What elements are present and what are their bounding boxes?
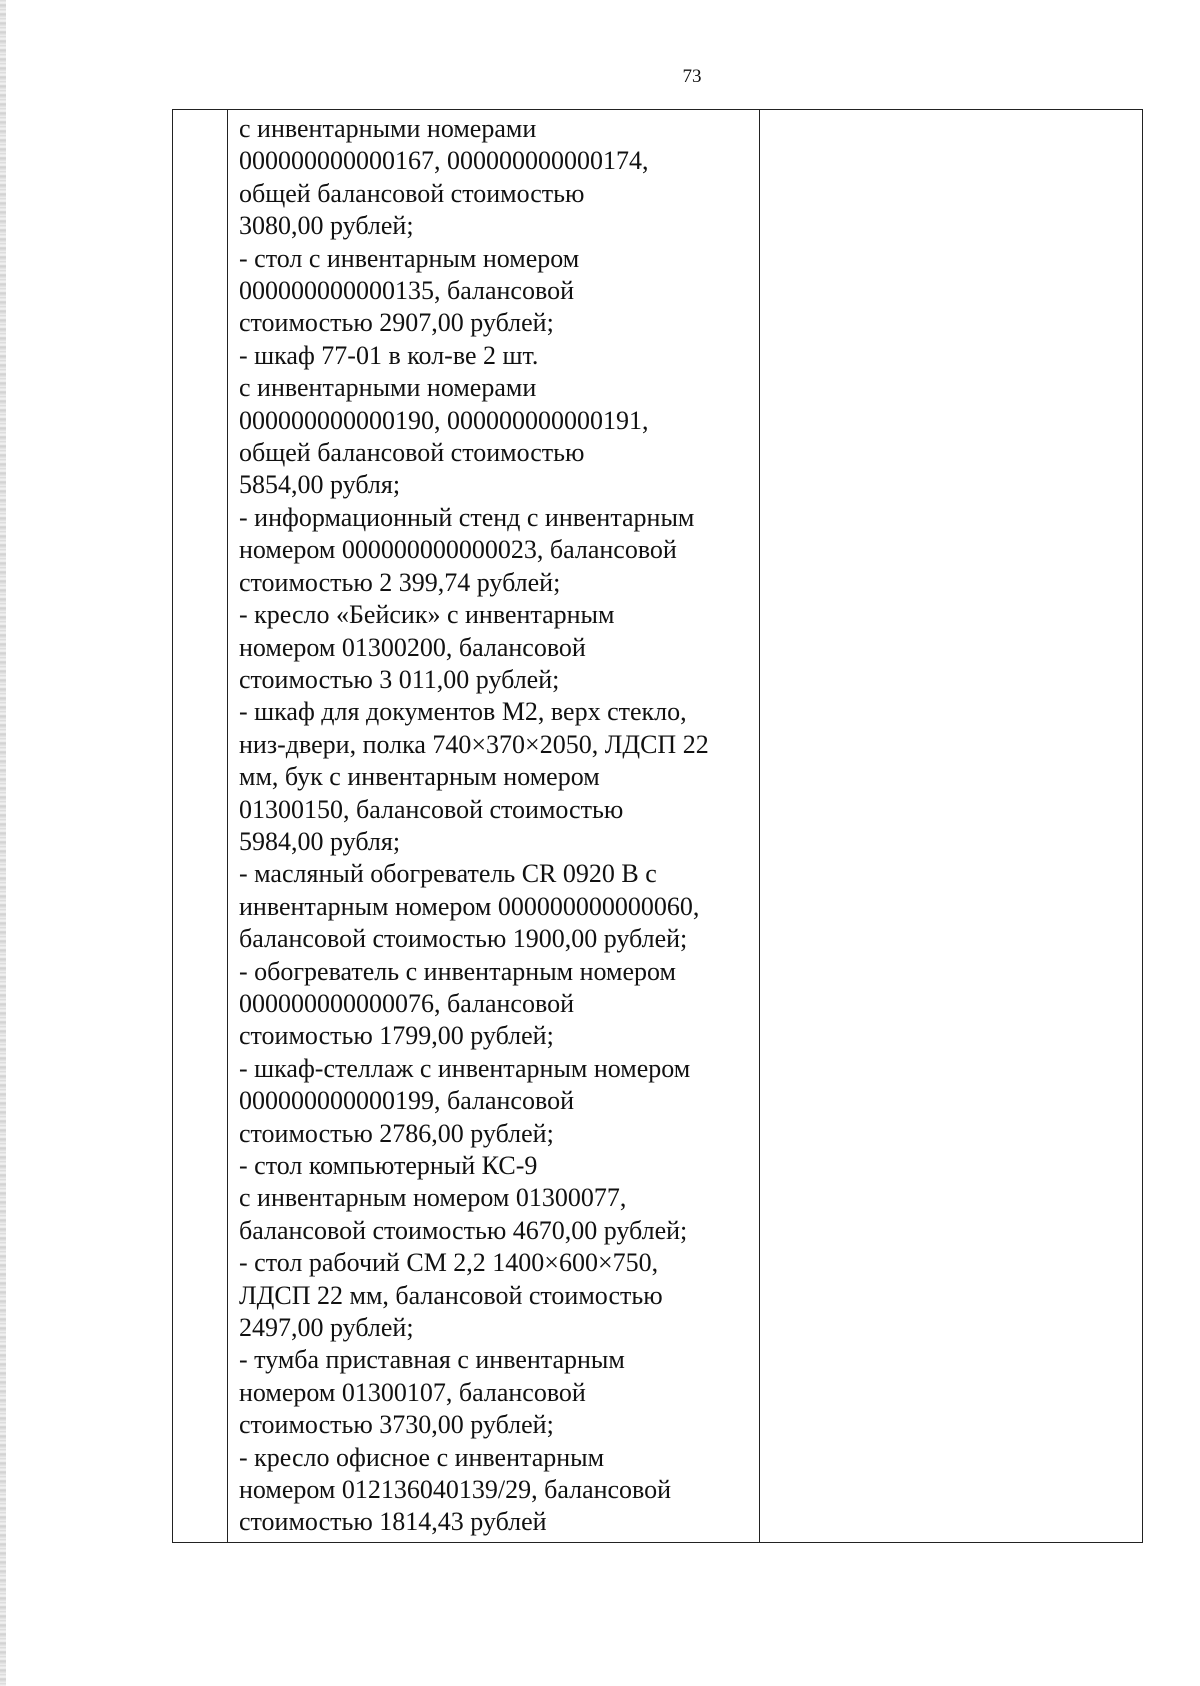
text-line: балансовой стоимостью 4670,00 рублей; <box>239 1215 688 1245</box>
item-description-cell <box>239 113 763 1539</box>
text-line: - информационный стенд с инвентарным <box>239 502 695 532</box>
document-table <box>172 109 1143 1543</box>
text-line: - шкаф 77-01 в кол-ве 2 шт. <box>239 340 539 370</box>
text-line: - масляный обогреватель CR 0920 B с <box>239 859 657 889</box>
text-line: номером 012136040139/29, балансовой <box>239 1475 672 1505</box>
text-line: стоимостью 3 011,00 рублей; <box>239 664 560 694</box>
page-number: 73 <box>682 66 702 87</box>
text-line: 000000000000135, балансовой <box>239 276 574 306</box>
text-line: 000000000000076, балансовой <box>239 988 574 1018</box>
text-line: стоимостью 2786,00 рублей; <box>239 1118 554 1148</box>
text-line: низ-двери, полка 740×370×2050, ЛДСП 22 <box>239 729 709 759</box>
text-line: - стол компьютерный КС-9 <box>239 1151 538 1180</box>
text-line: номером 01300107, балансовой <box>239 1377 586 1407</box>
text-line: стоимостью 1814,43 рублей <box>239 1507 547 1537</box>
text-line: 3080,00 рублей; <box>239 211 414 241</box>
text-line: 5854,00 рубля; <box>239 470 401 500</box>
text-line: - кресло офисное с инвентарным <box>239 1442 605 1472</box>
text-line: номером 000000000000023, балансовой <box>239 535 677 565</box>
text-line: балансовой стоимостью 1900,00 рублей; <box>239 924 688 954</box>
text-line: стоимостью 1799,00 рублей; <box>239 1021 554 1051</box>
text-line: - обогреватель с инвентарным номером <box>239 956 676 986</box>
text-line: с инвентарными номерами <box>239 373 537 403</box>
text-line: инвентарным номером 000000000000060, <box>239 891 700 921</box>
text-line: с инвентарным номером 01300077, <box>239 1183 627 1213</box>
text-line: стоимостью 3730,00 рублей; <box>239 1410 554 1440</box>
text-line: стоимостью 2907,00 рублей; <box>239 308 554 338</box>
text-line: 2497,00 рублей; <box>239 1313 414 1343</box>
text-line: 5984,00 рубля; <box>239 826 401 856</box>
scan-edge <box>0 0 6 1686</box>
text-line: - шкаф для документов М2, верх стекло, <box>239 697 687 727</box>
text-line: ЛДСП 22 мм, балансовой стоимостью <box>239 1280 663 1310</box>
text-line: с инвентарными номерами <box>239 114 537 143</box>
text-line: 01300150, балансовой стоимостью <box>239 794 624 824</box>
column-divider-left <box>227 110 228 1542</box>
text-line: 000000000000190, 000000000000191, <box>239 405 649 435</box>
text-line: - стол рабочий СМ 2,2 1400×600×750, <box>239 1248 659 1278</box>
text-line: - кресло «Бейсик» с инвентарным <box>239 600 615 630</box>
text-line: стоимостью 2 399,74 рублей; <box>239 567 561 597</box>
text-line: общей балансовой стоимостью <box>239 178 585 208</box>
text-line: - шкаф-стеллаж с инвентарным номером <box>239 1053 691 1083</box>
text-line: 000000000000199, балансовой <box>239 1086 574 1116</box>
text-line: 000000000000167, 000000000000174, <box>239 146 649 176</box>
text-line: - тумба приставная с инвентарным <box>239 1345 625 1375</box>
text-line: мм, бук с инвентарным номером <box>239 762 600 792</box>
text-line: общей балансовой стоимостью <box>239 438 585 468</box>
text-line: - стол с инвентарным номером <box>239 243 580 273</box>
text-line: номером 01300200, балансовой <box>239 632 586 662</box>
